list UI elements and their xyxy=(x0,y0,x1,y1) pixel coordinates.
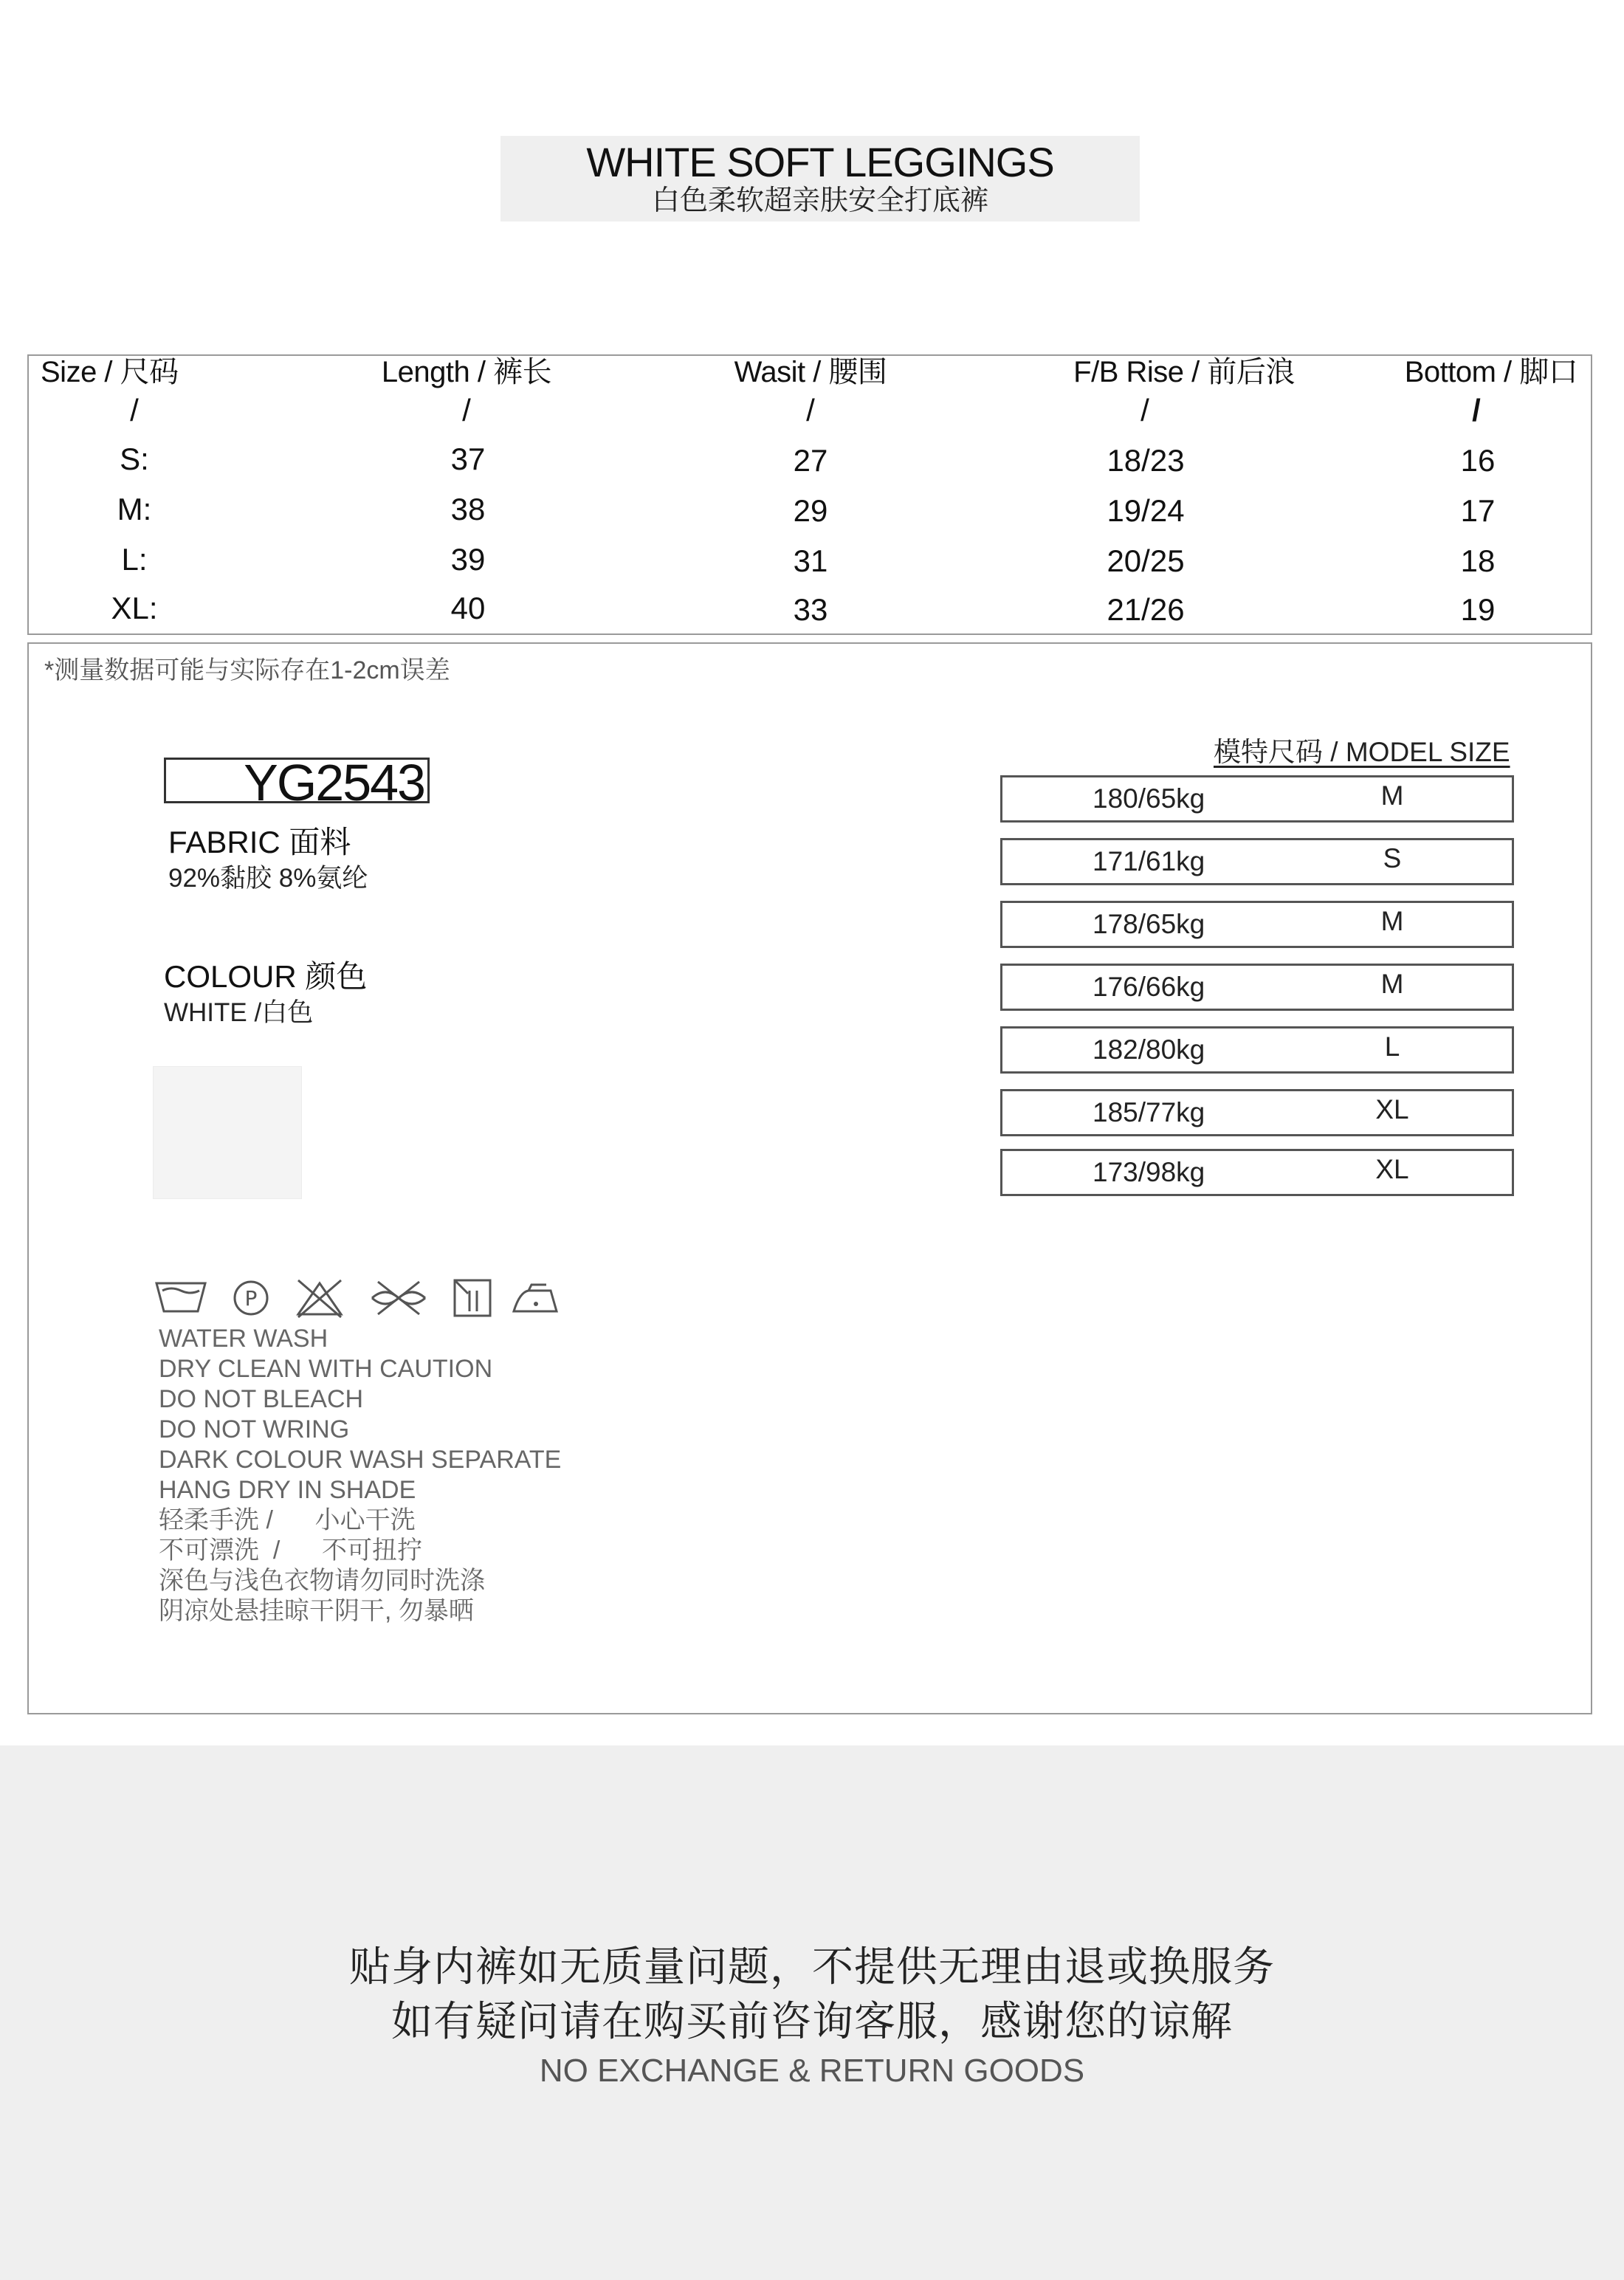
model-measure: 180/65kg xyxy=(1093,783,1205,814)
care-line: DRY CLEAN WITH CAUTION xyxy=(159,1355,493,1383)
model-measure: 171/61kg xyxy=(1093,846,1205,876)
fabric-value: 92%黏胶 8%氨纶 xyxy=(168,864,368,893)
unit-size: / xyxy=(130,393,139,428)
title-banner xyxy=(500,136,1140,222)
wash-tub-icon xyxy=(154,1277,208,1319)
model-measure: 182/80kg xyxy=(1093,1034,1205,1065)
care-line: DARK COLOUR WASH SEPARATE xyxy=(159,1446,562,1474)
model-size-row xyxy=(1000,901,1514,948)
model-size: XL xyxy=(1375,1094,1409,1124)
row-size: XL: xyxy=(111,591,158,625)
header-bottom: Bottom / 脚口 xyxy=(1404,356,1578,388)
fabric-label: FABRIC 面料 xyxy=(168,825,351,859)
care-line: DO NOT BLEACH xyxy=(159,1385,364,1413)
dry-clean-p-icon xyxy=(230,1277,272,1319)
iron-icon xyxy=(509,1277,561,1319)
model-size-row xyxy=(1000,838,1514,885)
model-measure: 176/66kg xyxy=(1093,972,1205,1002)
model-size-row xyxy=(1000,1089,1514,1136)
no-bleach-icon xyxy=(294,1277,345,1319)
row-length: 38 xyxy=(450,492,486,526)
colour-label: COLOUR 颜色 xyxy=(164,959,368,994)
model-size-row xyxy=(1000,1149,1514,1196)
row-bottom: 16 xyxy=(1460,443,1496,478)
unit-waist: / xyxy=(806,393,815,428)
row-waist: 27 xyxy=(793,443,828,478)
header-length: Length / 裤长 xyxy=(381,356,552,388)
care-line: HANG DRY IN SHADE xyxy=(159,1476,416,1504)
row-length: 40 xyxy=(450,591,486,625)
svg-text:P: P xyxy=(244,1286,258,1311)
product-title-en: WHITE SOFT LEGGINGS xyxy=(586,139,1054,185)
care-line: WATER WASH xyxy=(159,1325,328,1353)
footer-notice-line1: 贴身内裤如无质量问题，不提供无理由退或换服务 xyxy=(349,1943,1275,1990)
care-line: 轻柔手洗 / 小心干洗 xyxy=(159,1506,416,1534)
model-size-row xyxy=(1000,775,1514,823)
row-bottom: 18 xyxy=(1460,543,1496,578)
unit-rise: / xyxy=(1140,393,1149,428)
model-size: XL xyxy=(1375,1154,1409,1184)
model-size: S xyxy=(1383,843,1402,873)
row-bottom: 17 xyxy=(1460,493,1496,528)
care-line: DO NOT WRING xyxy=(159,1415,350,1443)
model-size-title: 模特尺码 / MODEL SIZE xyxy=(1214,737,1510,767)
header-size: Size / 尺码 xyxy=(41,356,179,388)
model-size: M xyxy=(1380,906,1404,936)
care-line: 阴凉处悬挂晾干阴干, 勿暴晒 xyxy=(159,1597,474,1625)
row-length: 39 xyxy=(450,542,486,577)
model-size: L xyxy=(1384,1031,1400,1062)
row-bottom: 19 xyxy=(1460,592,1496,627)
model-size-row xyxy=(1000,1026,1514,1074)
colour-swatch xyxy=(153,1066,302,1199)
header-rise: F/B Rise / 前后浪 xyxy=(1073,356,1295,388)
model-size: M xyxy=(1380,969,1404,999)
footer-notice-line2: 如有疑问请在购买前咨询客服，感谢您的谅解 xyxy=(391,1998,1233,2044)
header-waist: Wasit / 腰围 xyxy=(734,356,887,388)
row-rise: 20/25 xyxy=(1107,543,1185,578)
row-waist: 31 xyxy=(793,543,828,578)
row-waist: 29 xyxy=(793,493,828,528)
colour-value: WHITE /白色 xyxy=(164,998,314,1027)
measurement-note: *测量数据可能与实际存在1-2cm误差 xyxy=(44,656,450,684)
row-waist: 33 xyxy=(793,592,828,627)
no-wring-icon xyxy=(368,1277,430,1319)
model-measure: 178/65kg xyxy=(1093,909,1205,939)
unit-length: / xyxy=(462,393,471,428)
row-rise: 21/26 xyxy=(1107,592,1185,627)
footer-notice-en: NO EXCHANGE & RETURN GOODS xyxy=(539,2053,1085,2089)
row-rise: 18/23 xyxy=(1107,443,1185,478)
row-size: L: xyxy=(121,542,148,577)
row-size: S: xyxy=(120,442,149,476)
model-size-row xyxy=(1000,964,1514,1011)
model-size: M xyxy=(1380,780,1404,811)
care-line: 深色与浅色衣物请勿同时洗涤 xyxy=(159,1567,485,1595)
row-rise: 19/24 xyxy=(1107,493,1185,528)
model-measure: 185/77kg xyxy=(1093,1097,1205,1127)
unit-bottom: / xyxy=(1472,393,1481,428)
row-size: M: xyxy=(117,492,152,526)
product-title-cn: 白色柔软超亲肤安全打底裤 xyxy=(651,185,988,216)
product-code: YG2543 xyxy=(164,758,430,803)
hang-dry-shade-icon xyxy=(452,1277,493,1319)
model-measure: 173/98kg xyxy=(1093,1157,1205,1187)
row-length: 37 xyxy=(450,442,486,476)
care-line: 不可漂洗 / 不可扭拧 xyxy=(159,1536,423,1565)
